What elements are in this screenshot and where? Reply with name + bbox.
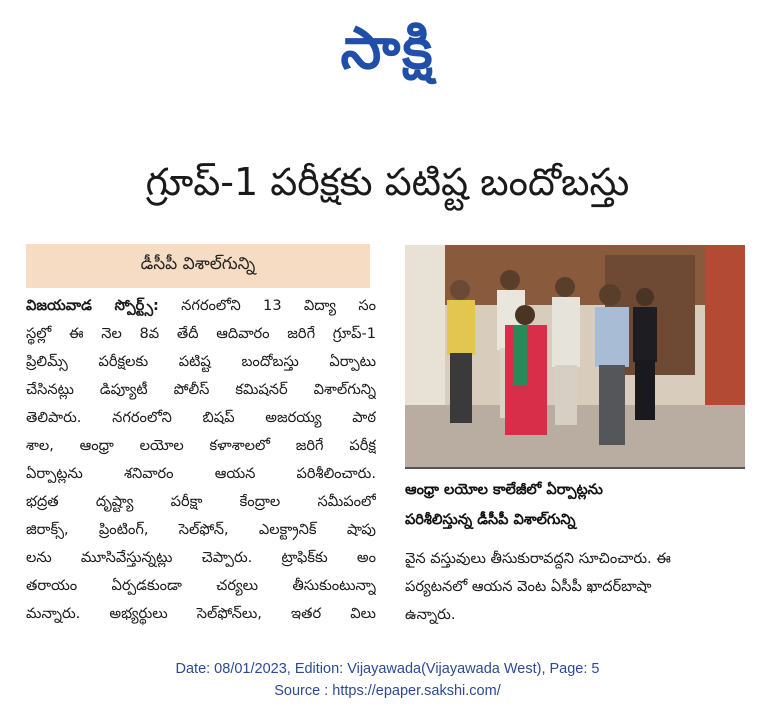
- caption-line: ఆంధ్రా లయోల కాలేజీలో ఏర్పాట్లను: [405, 482, 603, 498]
- column1-line-0-text: నగరంలోని 13 విద్యా సం: [181, 297, 376, 314]
- column2-line: వైన వస్తువులు తీసుకురావద్దని సూచించారు. ఈ: [405, 550, 671, 567]
- column1-line: తెలిపారు. నగరంలోని బిషప్‌ అజరయ్య పాఠ: [26, 409, 376, 426]
- column1-line: జిరాక్స్‌, ప్రింటింగ్‌, సెల్‌ఫోన్‌, ఎలక్ట్రానిక్‌ షాపు: [26, 521, 376, 538]
- article-column-1: [26, 292, 376, 628]
- column1-line: స్థల్లో ఈ నెల 8వ తేదీ ఆదివారం జరిగే గ్రూప్‌-1: [26, 325, 376, 342]
- article-photo: [405, 245, 745, 469]
- article-column-2: [405, 545, 750, 629]
- photo-caption: [405, 475, 750, 535]
- source-footer: [0, 658, 775, 702]
- column1-line: మన్నారు. అభ్యర్థులు సెల్‌ఫోన్‌లు, ఇతర విలు: [26, 605, 376, 622]
- caption-line: పరిశీలిస్తున్న డీసీపీ విశాల్‌గున్ని: [405, 512, 576, 528]
- column1-line: చేసినట్లు డిప్యూటీ పోలీస్‌ కమిషనర్‌ విశాల్‌గున్ని: [26, 381, 376, 398]
- article-subhead: [26, 244, 370, 288]
- column1-line: ప్రిలిమ్స్‌ పరీక్షలకు పటిష్ట బందోబస్తు ఏర్పాటు: [26, 353, 376, 370]
- dateline: విజయవాడ స్పోర్ట్స్‌:: [26, 297, 159, 314]
- column1-line-0: [26, 292, 376, 320]
- subhead-text: డీసీపీ విశాల్‌గున్ని: [140, 254, 256, 274]
- column2-line: పర్యటనలో ఆయన వెంట ఏసీపీ ఖాదర్‌బాషా: [405, 578, 652, 595]
- photo-image: [405, 245, 745, 467]
- column1-line: భద్రత దృష్ట్యా పరీక్షా కేంద్రాల సమీపంలో: [26, 493, 376, 510]
- column1-line: లను మూసివేస్తున్నట్లు చెప్పారు. ట్రాఫిక్‌కు అం: [26, 549, 376, 566]
- masthead-logo: సాక్షి: [340, 14, 435, 82]
- column1-line: శాల, ఆంధ్రా లయోల కళాశాలలో జరిగే పరీక్ష: [26, 437, 376, 454]
- column2-line: ఉన్నారు.: [405, 606, 456, 623]
- footer-date-line: Date: 08/01/2023, Edition: Vijayawada(Vijayawada West), Page: 5: [175, 661, 600, 677]
- article-headline: గ్రూప్-1 పరీక్షకు పటిష్ట బందోబస్తు: [145, 160, 630, 204]
- column1-line: ఏర్పాట్లను శనివారం ఆయన పరిశీలించారు.: [26, 465, 376, 482]
- column1-line: తరాయం ఏర్పడకుండా చర్యలు తీసుకుంటున్నా: [26, 577, 376, 594]
- footer-source-line: Source : https://epaper.sakshi.com/: [274, 683, 501, 699]
